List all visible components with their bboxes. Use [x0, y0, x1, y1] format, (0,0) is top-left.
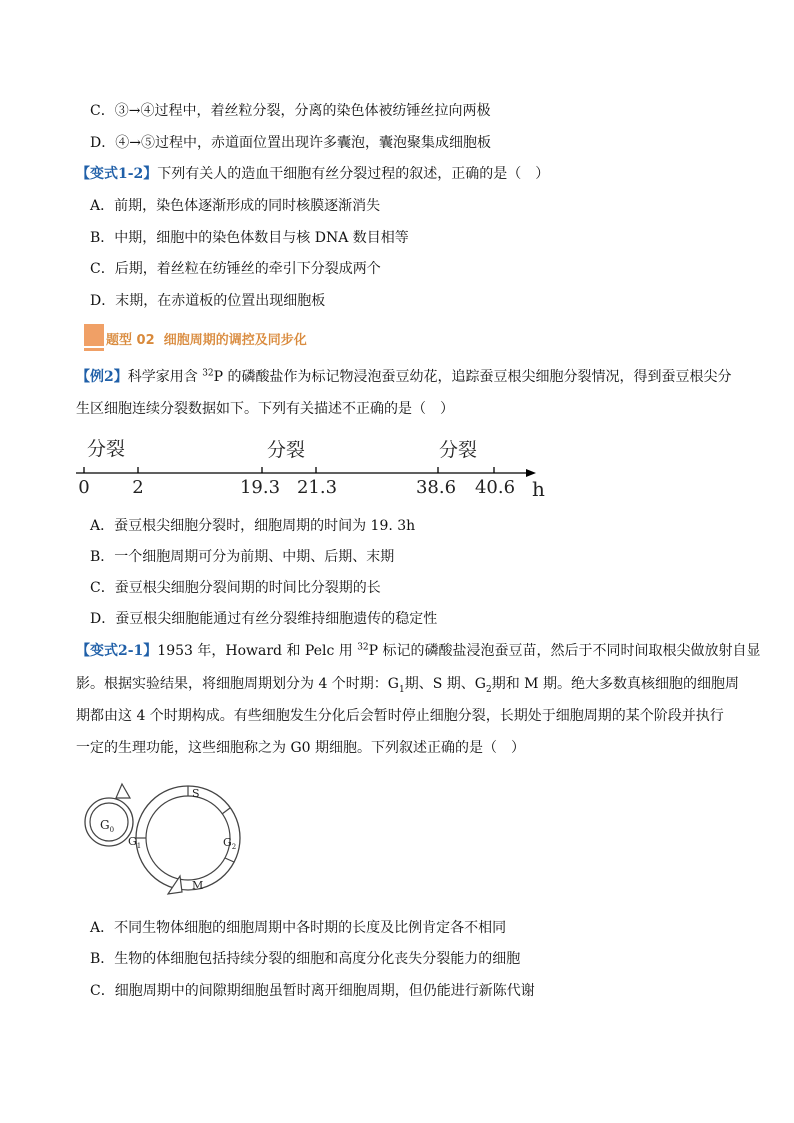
question-tag: 【例2】	[76, 369, 128, 385]
axis-unit: h	[532, 477, 545, 501]
option-c: C．细胞周期中的间隙期细胞虽暂时离开细胞周期，但仍能进行新陈代谢	[90, 983, 535, 999]
option-a: A．蚕豆根尖细胞分裂时，细胞周期的时间为 19. 3h	[90, 518, 416, 534]
phase-subscript: 2	[485, 684, 492, 695]
tick-label: 40.6	[474, 477, 516, 498]
isotope-mass: 32	[202, 368, 214, 379]
stem-text: 科学家用含	[127, 369, 203, 385]
section-marker-underline	[84, 348, 104, 351]
question-v12	[76, 164, 549, 184]
option-d: D．蚕豆根尖细胞能通过有丝分裂维持细胞遗传的稳定性	[90, 611, 438, 627]
tick-label: 38.6	[415, 477, 457, 498]
g0-loop-arrowhead	[116, 784, 130, 798]
question-v21-line1	[76, 641, 761, 661]
option-c: C．蚕豆根尖细胞分裂间期的时间比分裂期的长	[90, 580, 381, 596]
option-b: B．生物的体细胞包括持续分裂的细胞和高度分化丧失分裂能力的细胞	[90, 951, 521, 967]
cell-cycle-diagram	[78, 776, 248, 906]
division-label: 分裂	[267, 439, 306, 461]
s-label: S	[192, 787, 200, 800]
question-tag: 【变式2-1】	[76, 643, 158, 659]
stem-text: P 的磷酸盐作为标记物浸泡蚕豆幼花，追踪蚕豆根尖细胞分裂情况，得到蚕豆根尖分	[213, 369, 732, 385]
phase-divider	[225, 858, 234, 862]
question-stem: 下列有关人的造血干细胞有丝分裂过程的叙述，正确的是（ ）	[157, 166, 550, 182]
tick-label: 2	[132, 477, 144, 498]
question-ex2-line1	[76, 367, 732, 387]
division-label: 分裂	[439, 439, 478, 461]
question-ex2-line2: 生区细胞连续分裂数据如下。下列有关描述不正确的是（ ）	[76, 401, 454, 417]
stem-text: 影。根据实验结果，将细胞周期划分为 4 个时期：G	[76, 676, 399, 692]
isotope-mass: 32	[357, 642, 369, 653]
phase-subscript: 1	[399, 684, 405, 695]
question-tag: 【变式1-2】	[76, 166, 158, 182]
g2-label: $G_2$	[223, 836, 237, 851]
option-b: B．一个细胞周期可分为前期、中期、后期、末期	[90, 549, 395, 565]
section-title	[106, 329, 307, 348]
section-heading	[84, 324, 344, 354]
stem-text: P 标记的磷酸盐浸泡蚕豆苗，然后于不同时间取根尖做放射自显	[368, 643, 761, 659]
m-label: M	[192, 879, 204, 892]
cycle-ring-inner	[146, 796, 230, 880]
option-c: C．后期，着丝粒在纺锤丝的牵引下分裂成两个	[90, 261, 381, 277]
stem-text: 1953 年，Howard 和 Pelc 用	[157, 643, 358, 659]
division-timeline	[70, 430, 550, 502]
section-title-text: 细胞周期的调控及同步化	[163, 333, 307, 348]
division-label: 分裂	[87, 438, 126, 460]
tick-label: 19.3	[239, 477, 281, 498]
question-v21-line4: 一定的生理功能，这些细胞称之为 G0 期细胞。下列叙述正确的是（ ）	[76, 740, 525, 756]
option-d: D．④→⑤过程中，赤道面位置出现许多囊泡，囊泡聚集成细胞板	[90, 135, 491, 151]
section-marker	[84, 324, 104, 346]
m-arrowhead	[168, 876, 182, 894]
question-v21-line2	[76, 674, 739, 694]
timeline-arrowhead	[526, 469, 536, 477]
g0-label: $G_0$	[100, 818, 115, 834]
tick-label: 0	[78, 477, 90, 498]
phase-divider	[222, 808, 230, 814]
option-c: C．③→④过程中，着丝粒分裂，分离的染色体被纺锤丝拉向两极	[90, 103, 491, 119]
stem-text: 期和 M 期。绝大多数真核细胞的细胞周	[491, 676, 739, 692]
option-a: A．前期，染色体逐渐形成的同时核膜逐渐消失	[90, 198, 381, 214]
option-b: B．中期，细胞中的染色体数目与核 DNA 数目相等	[90, 230, 409, 246]
stem-text: 期、S 期、G	[404, 676, 486, 692]
option-d: D．末期，在赤道板的位置出现细胞板	[90, 293, 326, 309]
section-label: 题型 02	[106, 333, 155, 348]
option-a: A．不同生物体细胞的细胞周期中各时期的长度及比例肯定各不相同	[90, 920, 507, 936]
g1-label: $G_1$	[128, 835, 142, 850]
tick-label: 21.3	[296, 477, 338, 498]
question-v21-line3: 期都由这 4 个时期构成。有些细胞发生分化后会暂时停止细胞分裂，长期处于细胞周期的某个阶段并执行	[76, 708, 724, 724]
